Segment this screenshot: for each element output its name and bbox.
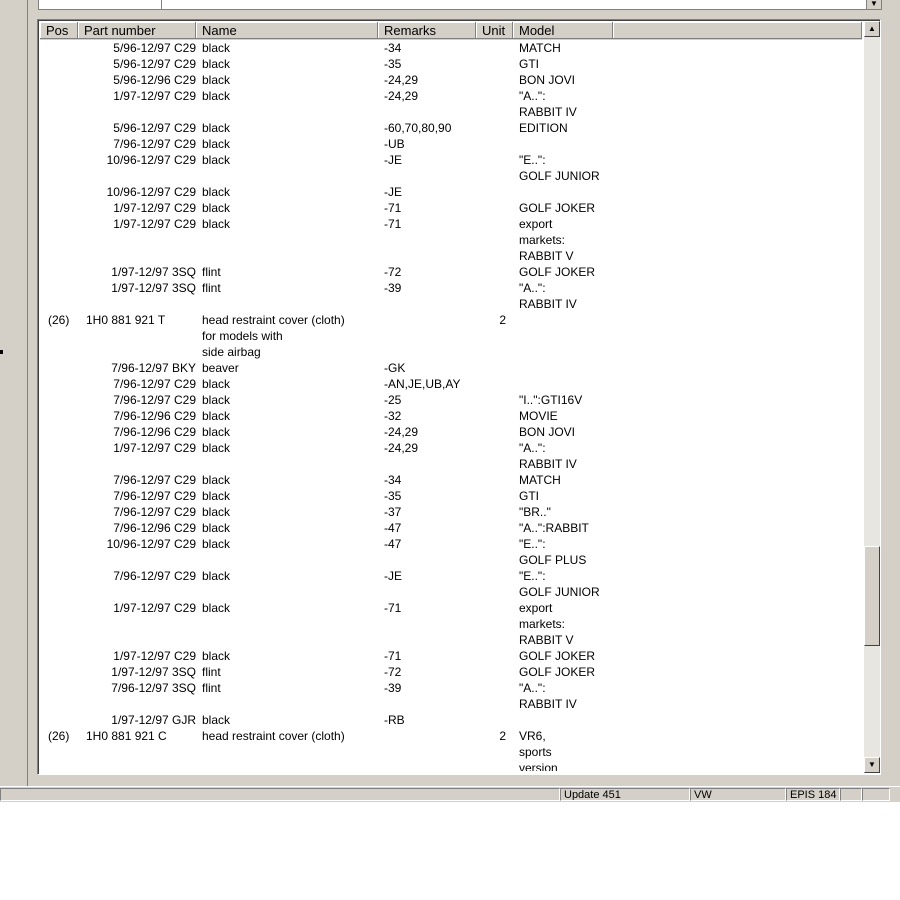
cell-remarks: -24,29 (384, 441, 419, 455)
cell-remarks: -34 (384, 473, 402, 487)
cell-name: black (202, 489, 231, 503)
cell-model: EDITION (519, 121, 568, 135)
cell-remarks: -25 (384, 393, 402, 407)
top-panel-divider (161, 0, 162, 9)
cell-part-number: 7/96-12/97 C29 (113, 473, 196, 487)
cell-name: black (202, 521, 231, 535)
scroll-up-button[interactable]: ▲ (864, 21, 880, 37)
cell-remarks: -47 (384, 521, 402, 535)
column-header-model[interactable]: Model (513, 22, 613, 39)
cell-pos: (26) (48, 313, 70, 327)
cell-name: black (202, 425, 231, 439)
cell-model: markets: (519, 233, 566, 247)
cell-remarks: -32 (384, 409, 402, 423)
top-panel-scroll-down-button[interactable]: ▼ (866, 0, 881, 9)
cell-model: RABBIT IV (519, 457, 577, 471)
table-row[interactable] (40, 40, 862, 56)
cell-model: "E..": (519, 153, 546, 167)
cell-model: RABBIT IV (519, 105, 577, 119)
cell-model: "BR.." (519, 505, 551, 519)
cell-remarks: -24,29 (384, 73, 419, 87)
parts-table (37, 19, 881, 775)
table-row[interactable] (40, 200, 862, 216)
table-row[interactable] (40, 408, 862, 424)
cell-name: black (202, 121, 231, 135)
cell-model: "A..": (519, 89, 546, 103)
cell-model: export (519, 601, 553, 615)
scroll-thumb[interactable] (864, 546, 880, 646)
cell-unit: 2 (499, 729, 506, 743)
cell-name: black (202, 393, 231, 407)
cell-model: "A..": (519, 681, 546, 695)
cell-part-number: 7/96-12/97 3SQ (111, 681, 196, 695)
table-row[interactable] (40, 456, 862, 472)
cell-model: RABBIT V (519, 633, 574, 647)
table-row[interactable] (40, 520, 862, 536)
cell-name: black (202, 409, 231, 423)
table-row[interactable] (40, 632, 862, 648)
table-row[interactable] (40, 424, 862, 440)
status-panel-empty (0, 788, 560, 801)
cell-remarks: -71 (384, 649, 402, 663)
cell-remarks: -71 (384, 201, 402, 215)
cell-remarks: -AN,JE,UB,AY (384, 377, 461, 391)
table-row[interactable] (40, 296, 862, 312)
cell-model: GOLF JOKER (519, 265, 596, 279)
cell-part-number: 5/96-12/97 C29 (113, 121, 196, 135)
scroll-down-button[interactable]: ▼ (864, 757, 880, 773)
cell-name: side airbag (202, 345, 261, 359)
cell-name: black (202, 185, 231, 199)
cell-part-number: 1/97-12/97 C29 (113, 649, 196, 663)
cell-part-number: 1/97-12/97 C29 (113, 89, 196, 103)
cell-model: GOLF JOKER (519, 201, 596, 215)
cell-name: black (202, 137, 231, 151)
cell-remarks: -24,29 (384, 89, 419, 103)
cell-model: markets: (519, 617, 566, 631)
cell-model: "I..":GTI16V (519, 393, 583, 407)
table-row[interactable] (40, 376, 862, 392)
table-row[interactable] (40, 488, 862, 504)
cell-model: "A..": (519, 281, 546, 295)
cell-model: MOVIE (519, 409, 558, 423)
table-row[interactable] (40, 744, 862, 760)
table-row[interactable] (40, 440, 862, 456)
status-brand: VW (690, 788, 786, 801)
cell-model: GOLF PLUS (519, 553, 587, 567)
cell-part-number: 10/96-12/97 C29 (106, 153, 196, 167)
cell-name: black (202, 505, 231, 519)
cell-model: "A..": (519, 441, 546, 455)
cell-model: GOLF JOKER (519, 665, 596, 679)
cell-model: BON JOVI (519, 73, 576, 87)
cell-part-number: 1/97-12/97 3SQ (111, 665, 196, 679)
cell-part-number: 1/97-12/97 GJR (111, 713, 196, 727)
cell-part-number: 7/96-12/97 C29 (113, 505, 196, 519)
cell-part-number: 10/96-12/97 C29 (106, 185, 196, 199)
left-panel-marker (0, 350, 3, 354)
cell-part-number: 1H0 881 921 T (86, 313, 166, 327)
cell-name: head restraint cover (cloth) (202, 729, 345, 743)
cell-model: GOLF JOKER (519, 649, 596, 663)
table-row[interactable] (40, 472, 862, 488)
column-header-part-number[interactable]: Part number (78, 22, 196, 39)
column-header-remarks[interactable]: Remarks (378, 22, 476, 39)
table-row[interactable] (40, 536, 862, 552)
cell-model: export (519, 217, 553, 231)
cell-remarks: -71 (384, 217, 402, 231)
cell-name: black (202, 57, 231, 71)
table-row[interactable] (40, 712, 862, 728)
table-row[interactable] (40, 328, 862, 344)
cell-model: VR6, (519, 729, 546, 743)
cell-model: GTI (519, 57, 539, 71)
cell-name: for models with (202, 329, 283, 343)
cell-part-number: 1/97-12/97 C29 (113, 441, 196, 455)
table-body (40, 40, 862, 771)
cell-part-number: 1/97-12/97 3SQ (111, 281, 196, 295)
top-panel-frame (38, 0, 882, 10)
cell-part-number: 1/97-12/97 C29 (113, 601, 196, 615)
cell-name: black (202, 41, 231, 55)
cell-part-number: 7/96-12/96 C29 (113, 521, 196, 535)
cell-remarks: -47 (384, 537, 402, 551)
table-row[interactable] (40, 552, 862, 568)
cell-remarks: -39 (384, 281, 402, 295)
cell-remarks: -72 (384, 665, 402, 679)
cell-part-number: 5/96-12/96 C29 (113, 73, 196, 87)
cell-name: black (202, 89, 231, 103)
table-row[interactable] (40, 392, 862, 408)
column-header-filler (613, 22, 862, 39)
table-row[interactable] (40, 360, 862, 376)
cell-name: black (202, 601, 231, 615)
table-row[interactable] (40, 72, 862, 88)
cell-part-number: 7/96-12/97 C29 (113, 569, 196, 583)
cell-remarks: -RB (384, 713, 405, 727)
table-row[interactable] (40, 616, 862, 632)
cell-remarks: -UB (384, 137, 405, 151)
cell-remarks: -71 (384, 601, 402, 615)
cell-name: head restraint cover (cloth) (202, 313, 345, 327)
table-row[interactable] (40, 600, 862, 616)
cell-part-number: 7/96-12/97 C29 (113, 137, 196, 151)
cell-remarks: -GK (384, 361, 406, 375)
table-row[interactable] (40, 280, 862, 296)
cell-part-number: 10/96-12/97 C29 (106, 537, 196, 551)
table-row[interactable] (40, 248, 862, 264)
cell-model: version (519, 761, 558, 771)
cell-part-number: 5/96-12/97 C29 (113, 41, 196, 55)
cell-name: beaver (202, 361, 239, 375)
cell-remarks: -37 (384, 505, 402, 519)
cell-name: black (202, 649, 231, 663)
cell-part-number: 5/96-12/97 C29 (113, 57, 196, 71)
table-row[interactable] (40, 760, 862, 771)
table-row[interactable] (40, 696, 862, 712)
cell-part-number: 1H0 881 921 C (86, 729, 167, 743)
cell-name: black (202, 713, 231, 727)
table-row[interactable] (40, 184, 862, 200)
cell-name: black (202, 153, 231, 167)
table-row[interactable] (40, 680, 862, 696)
table-row[interactable] (40, 152, 862, 168)
cell-model: BON JOVI (519, 425, 576, 439)
cell-model: "A..":RABBIT (519, 521, 589, 535)
cell-remarks: -39 (384, 681, 402, 695)
cell-remarks: -JE (384, 185, 402, 199)
status-epis-version: EPIS 184 (786, 788, 840, 801)
cell-part-number: 7/96-12/97 C29 (113, 377, 196, 391)
table-row[interactable] (40, 264, 862, 280)
table-row[interactable] (40, 120, 862, 136)
table-row[interactable] (40, 664, 862, 680)
cell-remarks: -72 (384, 265, 402, 279)
left-panel-edge (0, 0, 28, 786)
cell-remarks: -60,70,80,90 (384, 121, 452, 135)
cell-part-number: 1/97-12/97 3SQ (111, 265, 196, 279)
table-row[interactable] (40, 728, 862, 744)
cell-name: black (202, 377, 231, 391)
cell-remarks: -35 (384, 57, 402, 71)
vertical-scrollbar[interactable] (864, 21, 880, 773)
table-row[interactable] (40, 584, 862, 600)
status-panel-grip (862, 788, 890, 801)
cell-part-number: 7/96-12/97 C29 (113, 393, 196, 407)
cell-name: black (202, 217, 231, 231)
table-row[interactable] (40, 312, 862, 328)
cell-model: RABBIT IV (519, 697, 577, 711)
table-row[interactable] (40, 648, 862, 664)
column-header-unit[interactable]: Unit (476, 22, 513, 39)
cell-model: RABBIT V (519, 249, 574, 263)
table-row[interactable] (40, 56, 862, 72)
cell-name: black (202, 569, 231, 583)
cell-model: GTI (519, 489, 539, 503)
cell-model: RABBIT IV (519, 297, 577, 311)
column-header-pos[interactable]: Pos (40, 22, 78, 39)
cell-remarks: -35 (384, 489, 402, 503)
cell-name: flint (202, 265, 221, 279)
table-header (40, 22, 862, 40)
cell-part-number: 7/96-12/97 BKY (111, 361, 196, 375)
cell-name: flint (202, 681, 221, 695)
table-row[interactable] (40, 232, 862, 248)
cell-model: MATCH (519, 41, 561, 55)
table-row[interactable] (40, 344, 862, 360)
cell-pos: (26) (48, 729, 70, 743)
cell-part-number: 7/96-12/96 C29 (113, 409, 196, 423)
cell-name: flint (202, 281, 221, 295)
table-row[interactable] (40, 168, 862, 184)
table-row[interactable] (40, 216, 862, 232)
cell-remarks: -JE (384, 569, 402, 583)
table-row[interactable] (40, 88, 862, 104)
cell-name: black (202, 73, 231, 87)
cell-remarks: -JE (384, 153, 402, 167)
table-row[interactable] (40, 568, 862, 584)
cell-part-number: 7/96-12/96 C29 (113, 425, 196, 439)
cell-part-number: 7/96-12/97 C29 (113, 489, 196, 503)
status-update: Update 451 (560, 788, 690, 801)
cell-model: GOLF JUNIOR (519, 169, 600, 183)
table-row[interactable] (40, 504, 862, 520)
status-bar (0, 786, 900, 802)
cell-model: "E..": (519, 537, 546, 551)
cell-unit: 2 (499, 313, 506, 327)
cell-part-number: 1/97-12/97 C29 (113, 217, 196, 231)
cell-remarks: -24,29 (384, 425, 419, 439)
cell-name: black (202, 201, 231, 215)
cell-remarks: -34 (384, 41, 402, 55)
column-header-name[interactable]: Name (196, 22, 378, 39)
status-panel-extra (840, 788, 862, 801)
cell-name: black (202, 537, 231, 551)
table-row[interactable] (40, 136, 862, 152)
cell-model: MATCH (519, 473, 561, 487)
cell-model: sports (519, 745, 552, 759)
cell-name: black (202, 441, 231, 455)
cell-name: flint (202, 665, 221, 679)
table-row[interactable] (40, 104, 862, 120)
cell-part-number: 1/97-12/97 C29 (113, 201, 196, 215)
cell-name: black (202, 473, 231, 487)
cell-model: "E..": (519, 569, 546, 583)
cell-model: GOLF JUNIOR (519, 585, 600, 599)
